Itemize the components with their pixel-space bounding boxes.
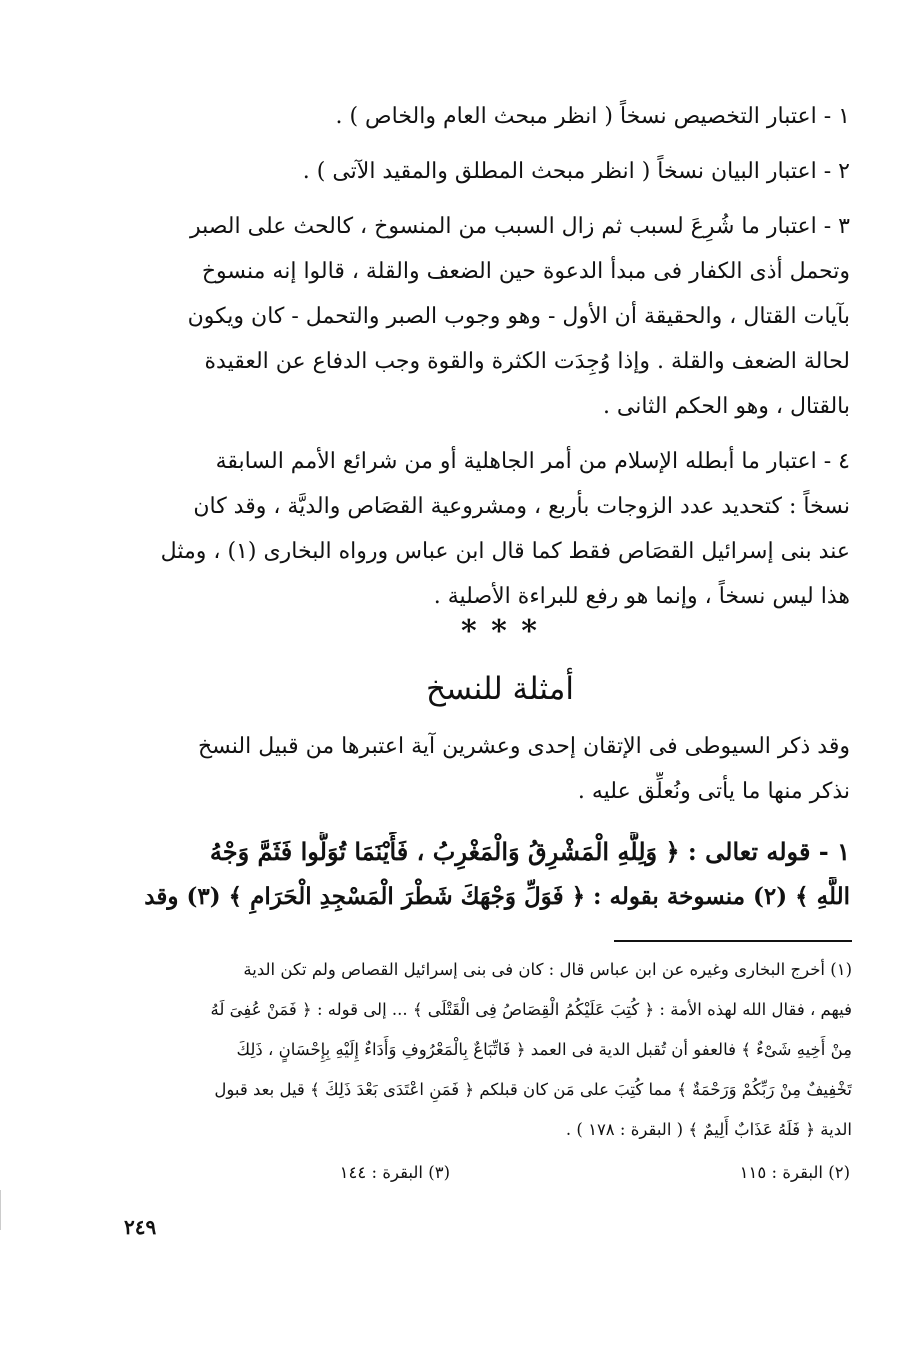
list-item-2: ٢ - اعتبار البيان نسخاً ( انظر مبحث المطلق والمقيد الآتى ) . <box>302 159 850 184</box>
footnote-2: (٢) البقرة : ١١٥ <box>739 1163 850 1182</box>
page-number: ٢٤٩ <box>124 1215 157 1239</box>
footnote-1-line-1: (١) أخرج البخارى وغيره عن ابن عباس قال : كان فى بنى إسرائيل القصاص ولم تكن الدية <box>243 960 852 979</box>
section-heading: أمثلة للنسخ <box>425 671 575 707</box>
section-separator: * * * <box>461 614 539 649</box>
page-edge-mark <box>0 1190 1 1230</box>
footnote-1-line-2: فيهم ، فقال الله لهذه الأمة : ﴿ كُتِبَ عَلَيْكُمُ الْقِصَاصُ فِى الْقَتْلَى ﴾ ... إلى قوله : ﴿ فَمَنْ عُفِىَ لَهُ <box>210 1000 852 1019</box>
example-1-line-2: اللَّهِ ﴾ (٢) منسوخة بقوله : ﴿ فَوَلِّ وَجْهَكَ شَطْرَ الْمَسْجِدِ الْحَرَامِ ﴾ (٣) وقد <box>144 883 850 910</box>
example-1-line-1: ١ - قوله تعالى : ﴿ وَلِلَّهِ الْمَشْرِقُ وَالْمَغْرِبُ ، فَأَيْنَمَا تُوَلُّوا فَثَمَّ وَجْهُ <box>209 837 850 866</box>
list-item-3-line-5: بالقتال ، وهو الحكم الثانى . <box>602 394 850 419</box>
footnote-3: (٣) البقرة : ١٤٤ <box>339 1163 450 1182</box>
list-item-1: ١ - اعتبار التخصيص نسخاً ( انظر مبحث العام والخاص ) . <box>335 104 850 129</box>
footnote-1-line-3: مِنْ أَخِيهِ شَىْءٌ ﴾ فالعفو أن تُقبل الدية فى العمد ﴿ فَاتِّبَاعٌ بِالْمَعْرُوفِ وَأَدَاءٌ إِلَيْهِ بِإِحْسَانٍ ، ذَلِكَ <box>236 1040 852 1059</box>
list-item-4-line-3: عند بنى إسرائيل القصَاص فقط كما قال ابن عباس ورواه البخارى (١) ، ومثل <box>160 539 850 564</box>
list-item-4-line-1: ٤ - اعتبار ما أبطله الإسلام من أمر الجاهلية أو من شرائع الأمم السابقة <box>215 449 850 474</box>
list-item-4-line-4: هذا ليس نسخاً ، وإنما هو رفع للبراءة الأصلية . <box>433 584 850 609</box>
list-item-4-line-2: نسخاً : كتحديد عدد الزوجات بأربع ، ومشروعية القصَاص والديَّة ، وقد كان <box>193 494 850 519</box>
examples-section <box>138 0 850 930</box>
intro-line-2: نذكر منها ما يأتى ونُعلِّق عليه . <box>577 779 850 804</box>
list-item-3-line-4: لحالة الضعف والقلة . وإذا وُجِدَت الكثرة والقوة وجب الدفاع عن العقيدة <box>204 349 850 374</box>
intro-line-1: وقد ذكر السيوطى فى الإتقان إحدى وعشرين آية اعتبرها من قبيل النسخ <box>197 734 850 759</box>
footnote-1-line-5: الدية ﴿ فَلَهُ عَذَابٌ أَلِيمٌ ﴾ ( البقرة : ١٧٨ ) . <box>565 1120 852 1139</box>
list-item-3-line-2: وتحمل أذى الكفار فى مبدأ الدعوة حين الضعف والقلة ، قالوا إنه منسوخ <box>201 259 850 284</box>
footnote-divider <box>614 940 852 942</box>
list-item-3-line-3: بآيات القتال ، والحقيقة أن الأول - وهو وجوب الصبر والتحمل - كان ويكون <box>187 304 850 329</box>
list-item-3-line-1: ٣ - اعتبار ما شُرِعَ لسبب ثم زال السبب من المنسوخ ، كالحث على الصبر <box>189 214 850 239</box>
footnote-1-line-4: تَخْفِيفٌ مِنْ رَبِّكُمْ وَرَحْمَةٌ ﴾ مما كُتِبَ على مَن كان قبلكم ﴿ فَمَنِ اعْتَدَى بَعْدَ ذَلِكَ ﴾ قيل بعد قبول <box>214 1080 852 1099</box>
